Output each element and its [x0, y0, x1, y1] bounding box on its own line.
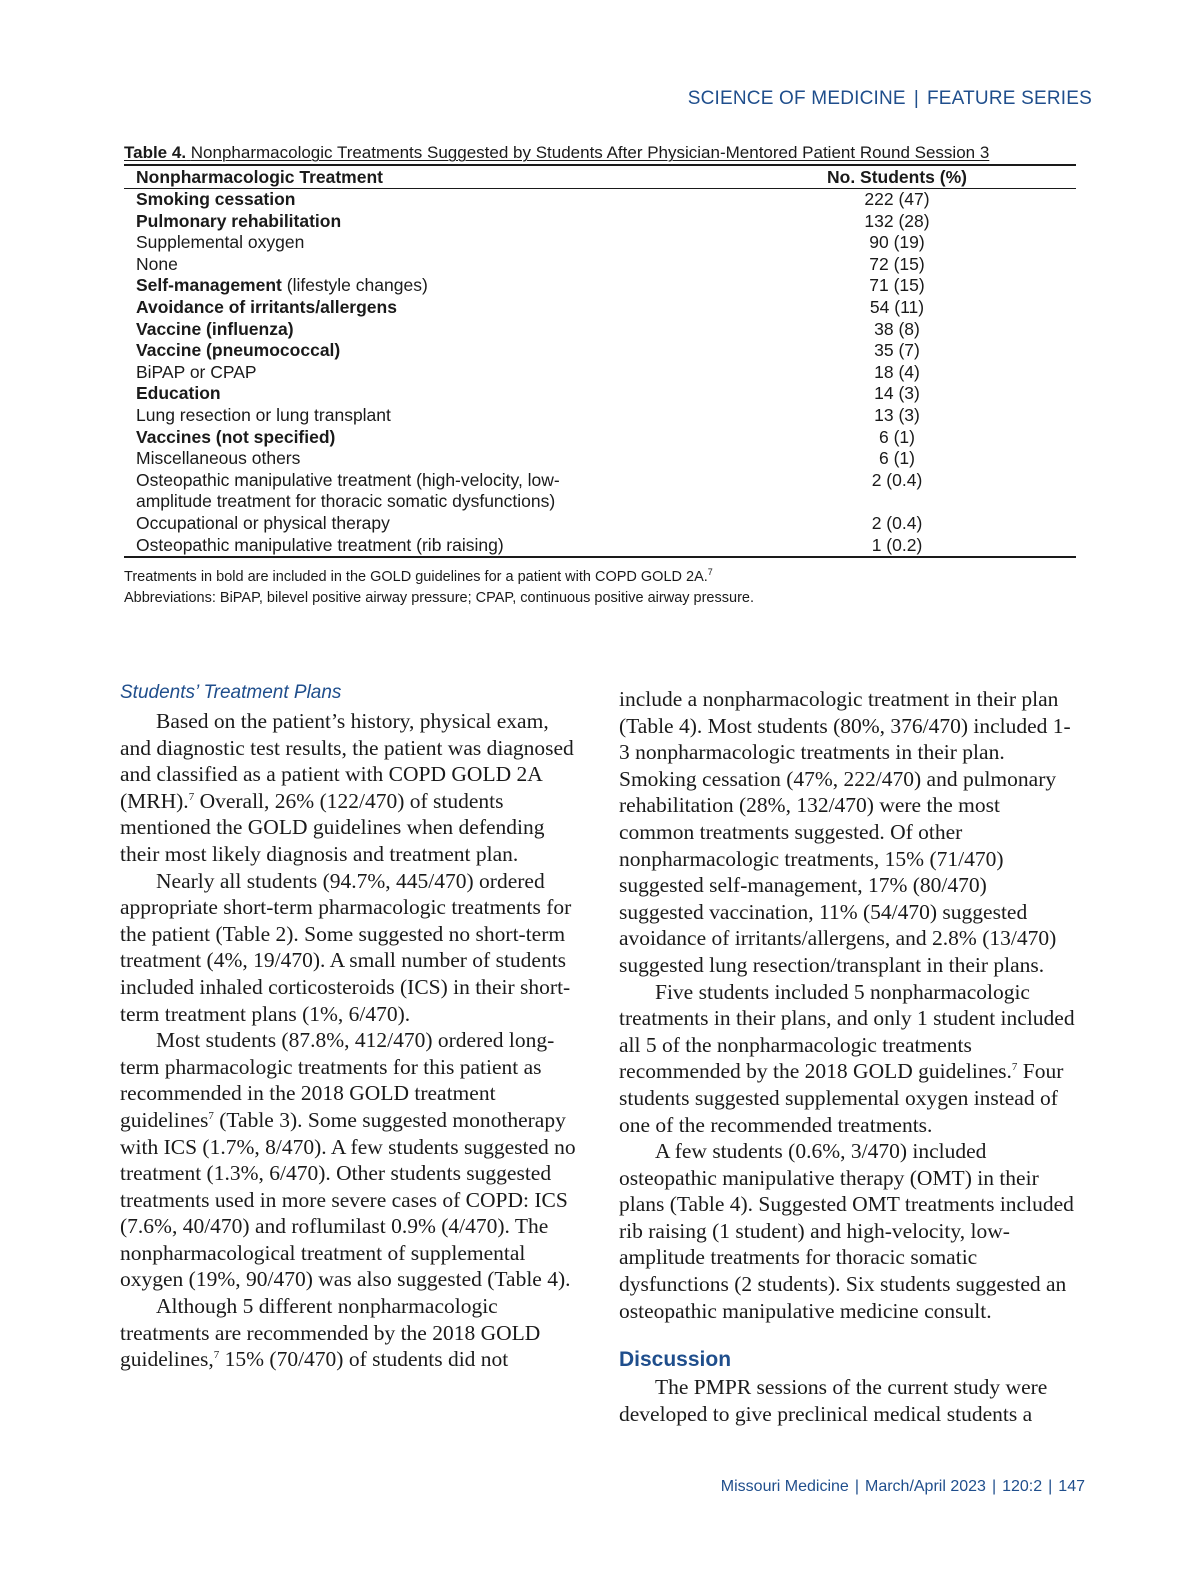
student-count: 222 (47) — [864, 189, 930, 209]
student-count: 90 (19) — [869, 232, 925, 253]
treatment-name: Lung resection or lung transplant — [136, 404, 391, 425]
student-count: 14 (3) — [874, 383, 920, 404]
table-row — [124, 535, 1076, 558]
header-series: FEATURE SERIES — [926, 88, 1092, 109]
treatment-name: Miscellaneous others — [136, 448, 301, 469]
table-row — [124, 427, 1076, 449]
column-header-treatment: Nonpharmacologic Treatment — [124, 165, 586, 189]
student-count: 35 (7) — [874, 340, 920, 361]
page-footer: Missouri Medicine | March/April 2023 | 120:2 | 147 — [720, 1478, 1085, 1495]
treatment-name: Vaccine (influenza) — [136, 318, 294, 339]
table-row — [124, 448, 1076, 470]
paragraph-3: Most students (87.8%, 412/470) ordered long-term pharmacologic treatments for this patient as recommended in the 2018 GOLD treatment guidelines$^7$ (Table 3). Some suggested monotherapy with ICS (1.7%, 8/470). A few students suggested no treatment (1.3%, 6/470). Other students suggested treatments used in more severe cases of COPD: ICS (7.6%, 40/470) and roflumilast 0.9% (4/470). The nonpharmacological treatment of supplemental oxygen (19%, 90/470) was also suggested (Table 4). — [120, 1028, 576, 1292]
paragraph-2: Nearly all students (94.7%, 445/470) ordered appropriate short-term pharmacologic treatments for the patient (Table 2). Some suggested no short-term treatment (4%, 19/470). A small number of students included inhaled corticosteroids (ICS) in their short-term treatment plans (1%, 6/470). — [120, 868, 572, 1026]
table-footnotes — [124, 562, 1076, 609]
citation-ref: 7 — [208, 1109, 214, 1122]
treatment-name: Supplemental oxygen — [136, 232, 305, 253]
table-row — [124, 254, 1076, 276]
footer-page-number: 147 — [1058, 1478, 1085, 1495]
citation-ref: 7 — [188, 790, 195, 803]
table-row — [124, 211, 1076, 233]
paragraph-7: The PMPR sessions of the current study were developed to give preclinical medical students a — [619, 1375, 1048, 1426]
citation-ref: 7 — [213, 1349, 220, 1362]
treatment-name: None — [136, 253, 178, 274]
section-heading-treatment-plans: Students’ Treatment Plans — [120, 682, 342, 703]
treatment-name: Education — [136, 383, 221, 404]
student-count: 6 (1) — [879, 426, 915, 447]
paragraph-1: Based on the patient’s history, physical exam, and diagnostic test results, the patient was diagnosed and classified as a patient with COPD GOLD 2A (MRH).$^7$ Overall, 26% (122/470) of students mentioned the GOLD guidelines when defending their most likely diagnosis and treatment plan. — [120, 709, 574, 866]
body-column-left — [120, 680, 576, 1373]
treatment-name: Self-management (lifestyle changes) — [136, 275, 428, 296]
table-row — [124, 319, 1076, 341]
table-row — [124, 513, 1076, 535]
student-count: 1 (0.2) — [586, 535, 1076, 558]
treatment-name: Pulmonary rehabilitation — [136, 210, 342, 231]
student-count: 2 (0.4) — [871, 469, 923, 490]
table-row — [124, 189, 1076, 211]
footnote-abbreviations: Abbreviations: BiPAP, bilevel positive airway pressure; CPAP, continuous positive airway pressure. — [124, 589, 754, 606]
column-header-students: No. Students (%) — [586, 165, 1076, 189]
footer-journal: Missouri Medicine — [720, 1478, 849, 1495]
table-header-row — [124, 165, 1076, 189]
table-caption — [124, 143, 1076, 163]
treatment-name: Osteopathic manipulative treatment (rib raising) — [124, 535, 586, 558]
footer-volume: 120:2 — [1002, 1478, 1043, 1495]
footer-issue: March/April 2023 — [864, 1478, 986, 1495]
table-row — [124, 340, 1076, 362]
table-row — [124, 275, 1076, 297]
treatment-name: Vaccine (pneumococcal) — [136, 340, 341, 361]
paragraph-4-start: Although 5 different nonpharmacologic treatments are recommended by the 2018 GOLD guidelines,$^7$ 15% (70/470) of students did not — [120, 1294, 541, 1372]
paragraph-4-continued: include a nonpharmacologic treatment in their plan (Table 4). Most students (80%, 376/470) included 1-3 nonpharmacologic treatments in their plan. Smoking cessation (47%, 222/470) and pulmonary rehabilitation (28%, 132/470) were the most common treatments suggested. Of other nonpharmacologic treatments, 15% (71/470) suggested self-management, 17% (80/470) suggested vaccination, 11% (54/470) suggested avoidance of irritants/allergens, and 2.8% (13/470) suggested lung resection/transplant in their plans. — [619, 687, 1071, 977]
paragraph-6: A few students (0.6%, 3/470) included osteopathic manipulative therapy (OMT) in their plans (Table 4). Suggested OMT treatments included rib raising (1 student) and high-velocity, low-amplitude treatments for thoracic somatic dysfunctions (2 students). Six students suggested an osteopathic manipulative medicine consult. — [619, 1139, 1074, 1323]
student-count: 71 (15) — [869, 275, 925, 296]
treatment-name: Smoking cessation — [136, 189, 296, 209]
footnote-bold-meaning: Treatments in bold are included in the GOLD guidelines for a patient with COPD GOLD 2A.$^7$ — [124, 567, 713, 585]
table-row — [124, 232, 1076, 254]
body-column-right — [619, 686, 1075, 1427]
table-row — [124, 405, 1076, 427]
student-count: 2 (0.4) — [871, 512, 923, 533]
table-title: Nonpharmacologic Treatments Suggested by Students After Physician-Mentored Patient Round Session 3 — [190, 143, 990, 162]
treatment-name: Vaccines (not specified) — [136, 426, 336, 447]
treatment-table — [124, 164, 1076, 558]
student-count: 72 (15) — [869, 253, 925, 274]
treatment-name: Osteopathic manipulative treatment (high-velocity, low-amplitude treatment for thoracic somatic dysfunctions) — [136, 469, 560, 512]
table-label: Table 4. — [124, 143, 187, 162]
table-row — [124, 470, 1076, 513]
table-row — [124, 362, 1076, 384]
header-section: SCIENCE OF MEDICINE — [687, 88, 906, 109]
citation-ref: 7 — [1011, 1061, 1018, 1074]
table-body — [124, 189, 1076, 558]
table-row — [124, 383, 1076, 405]
treatment-name: Avoidance of irritants/allergens — [136, 296, 397, 317]
running-header — [688, 88, 1092, 110]
student-count: 18 (4) — [874, 361, 920, 382]
paragraph-5: Five students included 5 nonpharmacologic treatments in their plans, and only 1 student included all 5 of the nonpharmacologic treatments recommended by the 2018 GOLD guidelines.$^7$ Four students suggested supplemental oxygen instead of one of the recommended treatments. — [619, 979, 1075, 1137]
student-count: 38 (8) — [874, 318, 920, 339]
student-count: 13 (3) — [874, 404, 920, 425]
table-row — [124, 297, 1076, 319]
student-count: 6 (1) — [879, 448, 915, 469]
student-count: 54 (11) — [869, 296, 925, 317]
student-count: 132 (28) — [864, 210, 930, 231]
table-4 — [124, 143, 1076, 609]
treatment-name: BiPAP or CPAP — [136, 361, 257, 382]
header-separator: | — [913, 88, 919, 109]
treatment-name: Occupational or physical therapy — [136, 512, 390, 533]
section-heading-discussion: Discussion — [619, 1348, 732, 1372]
